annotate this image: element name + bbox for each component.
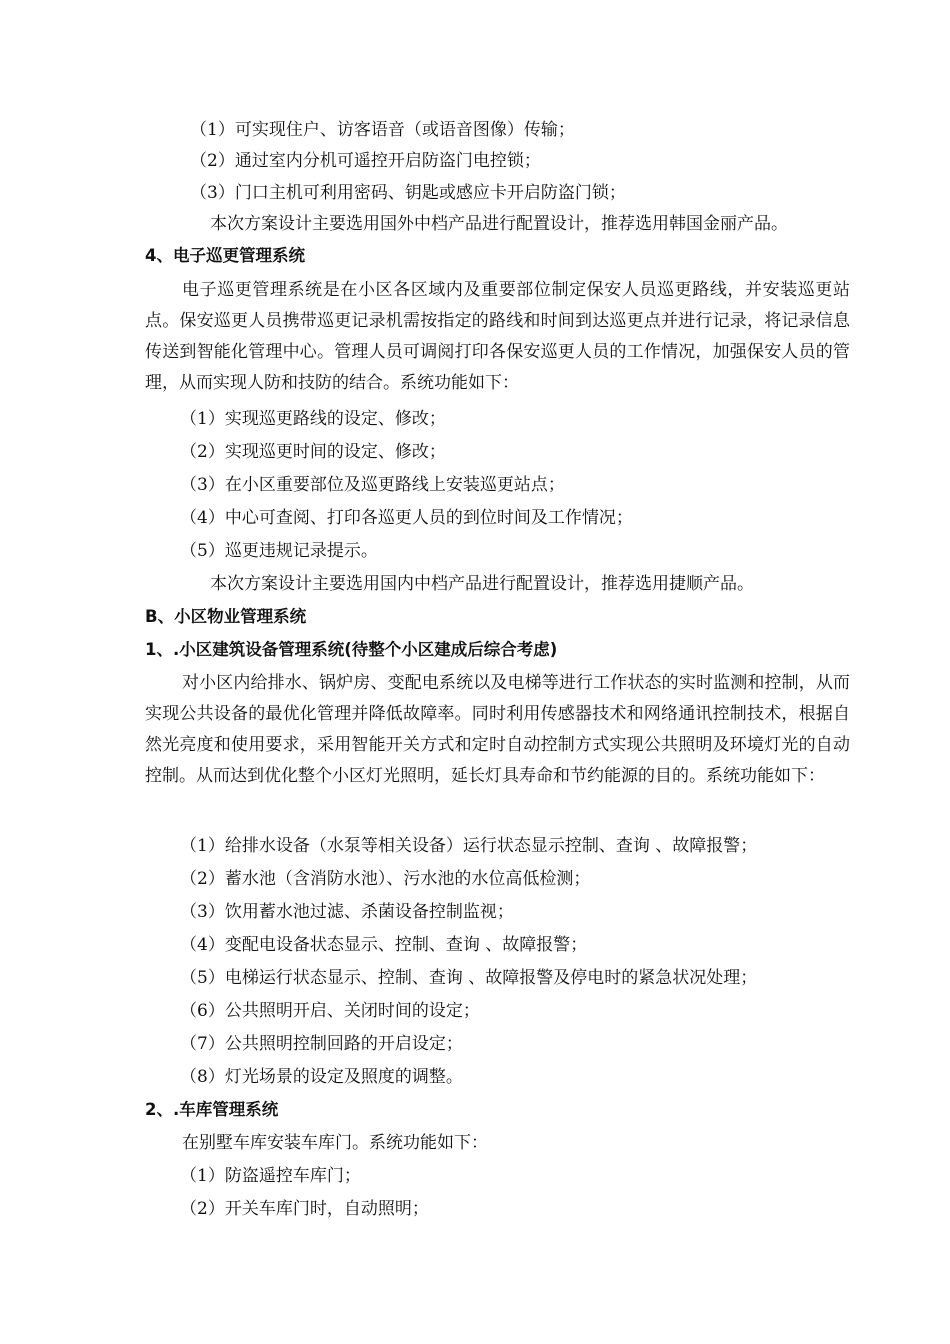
list-item: （3）饮用蓄水池过滤、杀菌设备控制监视； [180, 902, 514, 922]
list-item: （2）开关车库门时，自动照明； [180, 1199, 429, 1219]
section-intro: 在别墅车库安装车库门。系统功能如下： [182, 1133, 488, 1153]
list-item: （3）门口主机可利用密码、钥匙或感应卡开启防盗门锁； [190, 183, 626, 203]
section-heading: 4、电子巡更管理系统 [145, 246, 305, 265]
list-item: （3）在小区重要部位及巡更路线上安装巡更站点； [180, 475, 565, 495]
list-item: （2）蓄水池（含消防水池）、污水池的水位高低检测； [180, 869, 591, 889]
list-item: （8）灯光场景的设定及照度的调整。 [180, 1067, 463, 1087]
section-paragraph: 电子巡更管理系统是在小区各区域内及重要部位制定保安人员巡更路线，并安装巡更站点。保安巡更人员携带巡更记录机需按指定的路线和时间到达巡更点并进行记录，将记录信息传送到智能化管理中心。管理人员可调阅打印各保安巡更人员的工作情况，加强保安人员的管理，从而实现人防和技防的结合。系统功能如下： [145, 280, 850, 393]
section-note: 本次方案设计主要选用国外中档产品进行配置设计，推荐选用韩国金丽产品。 [210, 214, 788, 234]
list-item: （1）实现巡更路线的设定、修改； [180, 409, 446, 429]
section-heading: 2、.车库管理系统 [145, 1100, 279, 1119]
list-item: （6）公共照明开启、关闭时间的设定； [180, 1001, 480, 1021]
list-item: （5）巡更违规记录提示。 [180, 541, 378, 561]
list-item: （5）电梯运行状态显示、控制、查询 、故障报警及停电时的紧急状况处理； [180, 968, 758, 988]
list-item: （2）通过室内分机可遥控开启防盗门电控锁； [190, 151, 541, 171]
list-item: （1）可实现住户、访客语音（或语音图像）传输； [190, 120, 575, 140]
section-heading: 1、.小区建筑设备管理系统(待整个小区建成后综合考虑) [145, 640, 558, 659]
section-paragraph: 对小区内给排水、锅炉房、变配电系统以及电梯等进行工作状态的实时监测和控制，从而实现公共设备的最优化管理并降低故障率。同时利用传感器技术和网络通讯控制技术，根据自然光亮度和使用要求，采用智能开关方式和定时自动控制方式实现公共照明及环境灯光的自动控制。从而达到优化整个小区灯光照明，延长灯具寿命和节约能源的目的。系统功能如下： [145, 673, 850, 786]
list-item: （1）防盗遥控车库门； [180, 1166, 361, 1186]
section-note: 本次方案设计主要选用国内中档产品进行配置设计，推荐选用捷顺产品。 [210, 574, 754, 594]
list-item: （1）给排水设备（水泵等相关设备）运行状态显示控制、查询 、故障报警； [180, 836, 758, 856]
section-heading: B、小区物业管理系统 [145, 607, 307, 626]
list-item: （4）变配电设备状态显示、控制、查询 、故障报警； [180, 935, 588, 955]
list-item: （7）公共照明控制回路的开启设定； [180, 1034, 463, 1054]
list-item: （4）中心可查阅、打印各巡更人员的到位时间及工作情况； [180, 508, 633, 528]
list-item: （2）实现巡更时间的设定、修改； [180, 442, 446, 462]
